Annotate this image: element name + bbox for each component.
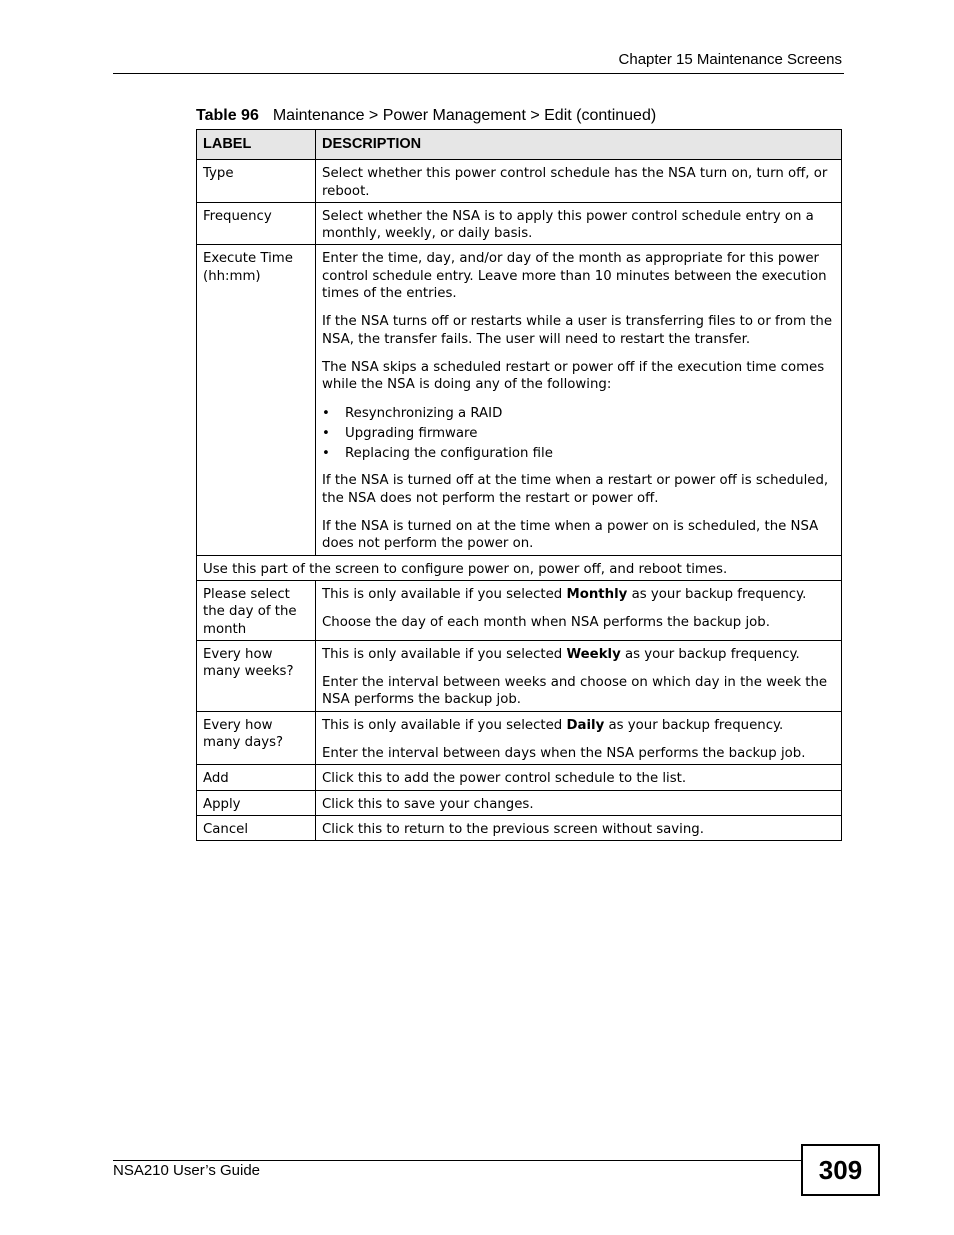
bullet-icon: • — [322, 405, 330, 421]
description-text: Enter the interval between weeks and choose on which day in the week the NSA performs the backup job. — [322, 675, 828, 708]
list-item — [322, 425, 837, 442]
list-item — [322, 445, 837, 462]
text-run: This is only available if you selected — [322, 646, 567, 662]
page-number: 309 — [801, 1144, 880, 1196]
row-description — [316, 711, 842, 765]
bold-term: Daily — [566, 717, 605, 733]
list-item-text: Upgrading firmware — [345, 425, 478, 441]
table-row — [197, 765, 842, 790]
row-label: Frequency — [197, 202, 316, 245]
description-text: If the NSA is turned off at the time when a restart or power off is scheduled, the NSA does not perform the restart or power off. — [322, 473, 829, 506]
row-label: Apply — [197, 790, 316, 815]
row-description — [316, 580, 842, 640]
table-row — [197, 640, 842, 711]
description-text: Enter the interval between days when the NSA performs the backup job. — [322, 746, 806, 762]
footer-rule — [113, 1160, 801, 1161]
row-label: Every how many days? — [197, 711, 316, 765]
row-description — [316, 245, 842, 555]
row-label: Execute Time (hh:mm) — [197, 245, 316, 555]
bullet-icon: • — [322, 425, 330, 441]
description-text — [322, 717, 837, 734]
row-label: Cancel — [197, 815, 316, 840]
description-text: Choose the day of each month when NSA performs the backup job. — [322, 615, 770, 631]
row-description — [316, 815, 842, 840]
row-description — [316, 765, 842, 790]
text-run: as your backup frequency. — [604, 717, 784, 733]
chapter-header: Chapter 15 Maintenance Screens — [618, 51, 842, 68]
header-rule — [113, 73, 844, 74]
text-run: This is only available if you selected — [322, 717, 567, 733]
description-text: Click this to return to the previous screen without saving. — [322, 821, 704, 837]
text-run: This is only available if you selected — [322, 586, 567, 602]
row-description — [316, 202, 842, 245]
text-run: as your backup frequency. — [620, 646, 800, 662]
list-item-text: Resynchronizing a RAID — [345, 405, 503, 421]
table-row — [197, 245, 842, 555]
row-label: Type — [197, 160, 316, 203]
bullet-list — [322, 405, 837, 463]
table-header-row — [197, 130, 842, 160]
table-row — [197, 555, 842, 580]
table-caption — [196, 107, 656, 125]
description-text: Select whether the NSA is to apply this power control schedule entry on a monthly, weekly, or daily basis. — [322, 208, 814, 242]
table-row — [197, 790, 842, 815]
list-item-text: Replacing the configuration file — [345, 446, 553, 462]
text-run: as your backup frequency. — [627, 586, 807, 602]
row-label: Please select the day of the month — [197, 580, 316, 640]
table-row — [197, 815, 842, 840]
row-description — [316, 790, 842, 815]
table-number: Table 96 — [196, 107, 259, 124]
bullet-icon: • — [322, 446, 330, 462]
description-text: Enter the time, day, and/or day of the month as appropriate for this power control schedule entry. Leave more than 10 minutes between the execution times of the entries. — [322, 251, 827, 302]
description-text — [322, 646, 837, 663]
section-note: Use this part of the screen to configure power on, power off, and reboot times. — [197, 555, 842, 580]
bold-term: Monthly — [566, 586, 628, 602]
table-row — [197, 160, 842, 203]
table-row — [197, 202, 842, 245]
description-text: Click this to save your changes. — [322, 796, 534, 812]
row-label: Add — [197, 765, 316, 790]
description-text: Click this to add the power control schedule to the list. — [322, 771, 687, 787]
row-description — [316, 160, 842, 203]
table-row — [197, 580, 842, 640]
table-row — [197, 711, 842, 765]
list-item — [322, 405, 837, 422]
description-text — [322, 586, 837, 603]
description-text: The NSA skips a scheduled restart or power off if the execution time comes while the NSA is doing any of the following: — [322, 359, 825, 393]
label-column-header: LABEL — [197, 130, 316, 160]
row-description — [316, 640, 842, 711]
row-label: Every how many weeks? — [197, 640, 316, 711]
description-text: Select whether this power control schedule has the NSA turn on, turn off, or reboot. — [322, 166, 828, 199]
guide-title: NSA210 User’s Guide — [113, 1162, 261, 1179]
bold-term: Weekly — [566, 646, 621, 662]
description-column-header: DESCRIPTION — [316, 130, 842, 160]
table-title: Maintenance > Power Management > Edit (continued) — [272, 107, 657, 124]
description-text: If the NSA turns off or restarts while a user is transferring files to or from the NSA, the transfer fails. The user will need to restart the transfer. — [322, 314, 833, 347]
maintenance-table — [196, 129, 842, 841]
description-text: If the NSA is turned on at the time when a power on is scheduled, the NSA does not perform the power on. — [322, 519, 819, 552]
